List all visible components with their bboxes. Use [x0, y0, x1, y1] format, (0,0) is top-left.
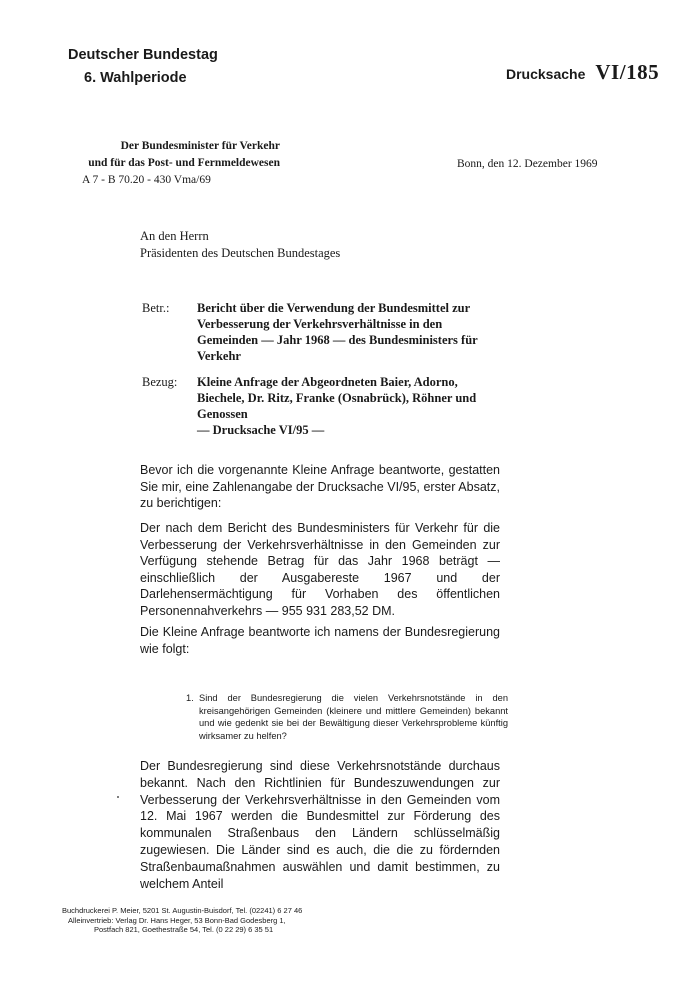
reference-document: — Drucksache VI/95 —: [197, 423, 325, 437]
file-reference: A 7 - B 70.20 - 430 Vma/69: [82, 174, 211, 186]
margin-mark: [117, 796, 119, 798]
paragraph-answer-1: Der Bundesregierung sind diese Verkehrsnotstände durchaus bekannt. Nach den Richtlinien für Bundeszuwendungen zur Verbesserung der Verkehrsverhältnisse in den Gemeinden vom 12. Mai 1967 werden die Bundesmittel zur Förderung des kommunalen Straßenbaus den Ländern schlüsselmäßig zugewiesen. Die Länder sind es auch, die die zu fördernden Straßenbaumaßnahmen auswählen und damit bestimmen, zu welchem Anteil: [140, 759, 500, 891]
sender-block: [60, 138, 280, 172]
recipient-block: [140, 228, 340, 262]
paragraph-correction-intro: Bevor ich die vorgenannte Kleine Anfrage beantworte, gestatten Sie mir, eine Zahlenangabe der Drucksache VI/95, erster Absatz, zu berichtigen:: [140, 463, 500, 510]
document-number: VI/185: [595, 60, 660, 84]
recipient-line-2: Präsidenten des Deutschen Bundestages: [140, 246, 341, 260]
printer-imprint: [62, 906, 302, 935]
letter-date: Bonn, den 12. Dezember 1969: [457, 158, 598, 170]
recipient-line-1: An den Herrn: [140, 229, 209, 243]
question-1: [186, 692, 508, 742]
document-number-block: [506, 60, 659, 85]
subject-label: Betr.:: [142, 301, 170, 315]
parliament-name: Deutscher Bundestag: [68, 47, 218, 63]
subject-text: Bericht über die Verwendung der Bundesmittel zur Verbesserung der Verkehrsverhältnisse in den Gemeinden — Jahr 1968 — des Bundesministers für Verkehr: [197, 301, 478, 363]
question-number: 1.: [186, 693, 194, 703]
question-text: Sind der Bundesregierung die vielen Verkehrsnotstände in den kreisangehörigen Gemeinden (kleinere und mittlere Gemeinden) bekannt und wie gedenkt sie bei der Bewältigung dieser Verkehrsprobleme künftig wirksamer zu helfen?: [199, 693, 508, 741]
sender-line-2: und für das Post- und Fernmeldewesen: [88, 157, 280, 169]
subject-row: [142, 300, 502, 364]
reference-content: [197, 374, 502, 438]
imprint-line-3: Postfach 821, Goethestraße 54, Tel. (0 22 29) 6 35 51: [94, 925, 274, 934]
reference-text: Kleine Anfrage der Abgeordneten Baier, Adorno, Biechele, Dr. Ritz, Franke (Osnabrück), Röhner und Genossen: [197, 375, 477, 421]
imprint-line-2: Alleinvertrieb: Verlag Dr. Hans Heger, 53 Bonn-Bad Godesberg 1,: [68, 915, 286, 925]
document-number-label: Drucksache: [506, 66, 586, 82]
subject-block: [142, 300, 502, 448]
reference-label: Bezug:: [142, 375, 178, 389]
legislative-period: 6. Wahlperiode: [84, 70, 187, 86]
sender-line-1: Der Bundesminister für Verkehr: [120, 140, 280, 152]
parliament-header: [68, 44, 218, 90]
imprint-line-1: Buchdruckerei P. Meier, 5201 St. Augustin-Buisdorf, Tel. (02241) 6 27 46: [62, 906, 303, 915]
paragraph-correction-amount: Der nach dem Bericht des Bundesministers für Verkehr für die Verbesserung der Verkehrsverhältnisse in den Gemeinden zur Verfügung stehende Betrag für das Jahr 1968 beträgt — einschließlich der Ausgabereste 1967 und der Darlehensermächtigung für Vorhaben des öffentlichen Personennahverkehrs — 955 931 283,52 DM.: [140, 521, 500, 618]
reference-row: [142, 374, 502, 438]
paragraph-answer-intro: Die Kleine Anfrage beantworte ich namens der Bundesregierung wie folgt:: [140, 625, 500, 656]
